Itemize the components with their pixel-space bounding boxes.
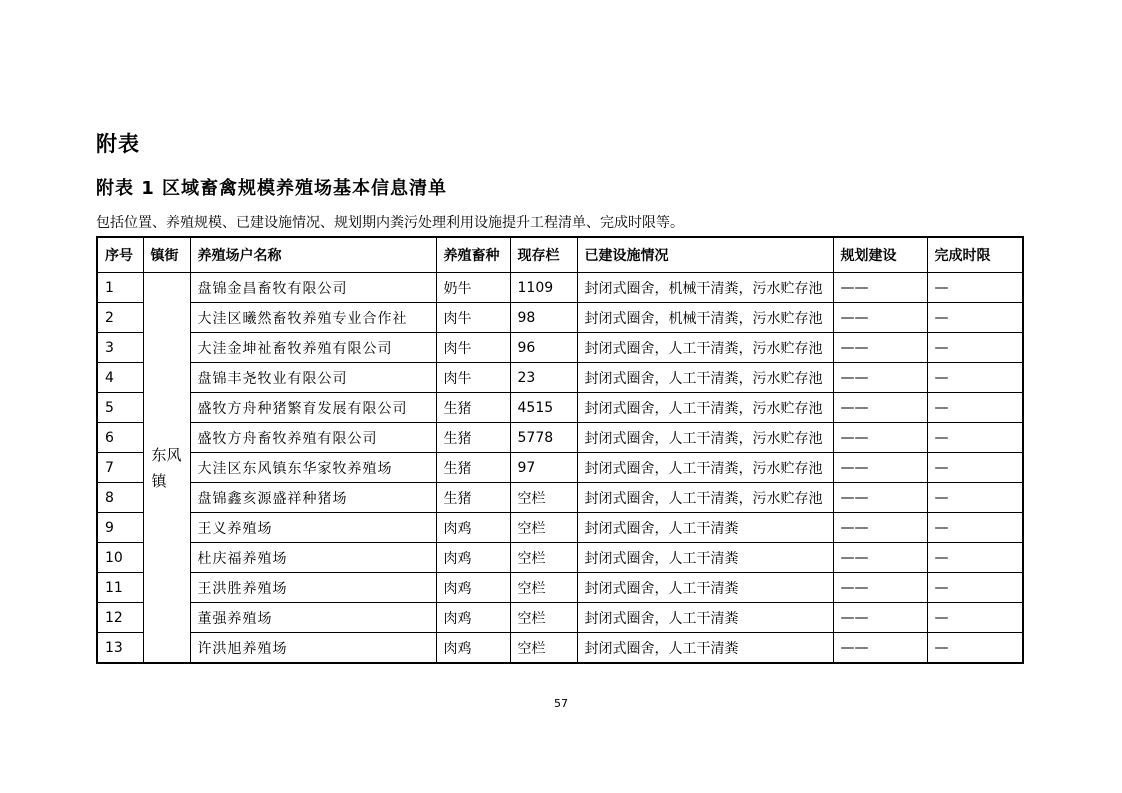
facilities-cell: 封闭式圈舍，人工干清粪，污水贮存池 bbox=[577, 363, 833, 393]
deadline-cell: — bbox=[927, 483, 1023, 513]
facilities-cell: 封闭式圈舍，人工干清粪，污水贮存池 bbox=[577, 453, 833, 483]
species-cell: 肉鸡 bbox=[436, 603, 510, 633]
deadline-cell: — bbox=[927, 543, 1023, 573]
species-cell: 肉牛 bbox=[436, 363, 510, 393]
stock-cell: 1109 bbox=[510, 273, 577, 303]
facilities-cell: 封闭式圈舍，人工干清粪 bbox=[577, 633, 833, 664]
table-row bbox=[97, 393, 1023, 423]
planned-cell: —— bbox=[833, 423, 927, 453]
table-row bbox=[97, 423, 1023, 453]
species-cell: 生猪 bbox=[436, 423, 510, 453]
column-header: 完成时限 bbox=[927, 237, 1023, 273]
facilities-cell: 封闭式圈舍，机械干清粪，污水贮存池 bbox=[577, 303, 833, 333]
species-cell: 生猪 bbox=[436, 483, 510, 513]
facilities-cell: 封闭式圈舍，人工干清粪 bbox=[577, 513, 833, 543]
stock-cell: 空栏 bbox=[510, 573, 577, 603]
deadline-cell: — bbox=[927, 423, 1023, 453]
table-row bbox=[97, 633, 1023, 664]
deadline-cell: — bbox=[927, 603, 1023, 633]
farm-name-cell: 盘锦鑫亥源盛祥种猪场 bbox=[190, 483, 436, 513]
seq-cell: 1 bbox=[97, 273, 143, 303]
seq-cell: 6 bbox=[97, 423, 143, 453]
column-header: 养殖场户名称 bbox=[190, 237, 436, 273]
species-cell: 生猪 bbox=[436, 393, 510, 423]
seq-cell: 8 bbox=[97, 483, 143, 513]
planned-cell: —— bbox=[833, 453, 927, 483]
town-cell bbox=[143, 273, 190, 664]
facilities-cell: 封闭式圈舍，机械干清粪，污水贮存池 bbox=[577, 273, 833, 303]
table-header-row bbox=[97, 237, 1023, 273]
table-row bbox=[97, 363, 1023, 393]
column-header: 养殖畜种 bbox=[436, 237, 510, 273]
facilities-cell: 封闭式圈舍，人工干清粪，污水贮存池 bbox=[577, 483, 833, 513]
seq-cell: 13 bbox=[97, 633, 143, 664]
farm-name-cell: 盛牧方舟畜牧养殖有限公司 bbox=[190, 423, 436, 453]
planned-cell: —— bbox=[833, 513, 927, 543]
planned-cell: —— bbox=[833, 603, 927, 633]
stock-cell: 96 bbox=[510, 333, 577, 363]
farm-name-cell: 大洼金坤祉畜牧养殖有限公司 bbox=[190, 333, 436, 363]
farm-name-cell: 盘锦丰尧牧业有限公司 bbox=[190, 363, 436, 393]
species-cell: 肉鸡 bbox=[436, 573, 510, 603]
deadline-cell: — bbox=[927, 633, 1023, 664]
table-row bbox=[97, 303, 1023, 333]
planned-cell: —— bbox=[833, 273, 927, 303]
farm-name-cell: 董强养殖场 bbox=[190, 603, 436, 633]
farm-name-cell: 王义养殖场 bbox=[190, 513, 436, 543]
seq-cell: 7 bbox=[97, 453, 143, 483]
farm-name-cell: 大洼区曦然畜牧养殖专业合作社 bbox=[190, 303, 436, 333]
species-cell: 奶牛 bbox=[436, 273, 510, 303]
species-cell: 生猪 bbox=[436, 453, 510, 483]
facilities-cell: 封闭式圈舍，人工干清粪，污水贮存池 bbox=[577, 423, 833, 453]
deadline-cell: — bbox=[927, 393, 1023, 423]
deadline-cell: — bbox=[927, 333, 1023, 363]
planned-cell: —— bbox=[833, 363, 927, 393]
deadline-cell: — bbox=[927, 513, 1023, 543]
table-row bbox=[97, 513, 1023, 543]
facilities-cell: 封闭式圈舍，人工干清粪，污水贮存池 bbox=[577, 393, 833, 423]
farm-name-cell: 大洼区东风镇东华家牧养殖场 bbox=[190, 453, 436, 483]
stock-cell: 空栏 bbox=[510, 603, 577, 633]
seq-cell: 2 bbox=[97, 303, 143, 333]
deadline-cell: — bbox=[927, 573, 1023, 603]
facilities-cell: 封闭式圈舍，人工干清粪 bbox=[577, 603, 833, 633]
deadline-cell: — bbox=[927, 363, 1023, 393]
page-number: 57 bbox=[554, 697, 568, 710]
table-row bbox=[97, 273, 1023, 303]
table-row bbox=[97, 603, 1023, 633]
stock-cell: 空栏 bbox=[510, 633, 577, 664]
stock-cell: 空栏 bbox=[510, 483, 577, 513]
planned-cell: —— bbox=[833, 543, 927, 573]
seq-cell: 5 bbox=[97, 393, 143, 423]
seq-cell: 12 bbox=[97, 603, 143, 633]
town-label: 东风镇 bbox=[151, 445, 182, 490]
intro-text: 包括位置、养殖规模、已建设施情况、规划期内粪污处理利用设施提升工程清单、完成时限等。 bbox=[96, 215, 684, 231]
column-header: 规划建设 bbox=[833, 237, 927, 273]
farm-name-cell: 许洪旭养殖场 bbox=[190, 633, 436, 664]
farm-name-cell: 盘锦金昌畜牧有限公司 bbox=[190, 273, 436, 303]
table-row bbox=[97, 453, 1023, 483]
farm-info-table bbox=[96, 236, 1024, 664]
table-row bbox=[97, 543, 1023, 573]
table-title: 附表 1 区域畜禽规模养殖场基本信息清单 bbox=[96, 178, 448, 199]
seq-cell: 10 bbox=[97, 543, 143, 573]
facilities-cell: 封闭式圈舍，人工干清粪 bbox=[577, 573, 833, 603]
deadline-cell: — bbox=[927, 303, 1023, 333]
planned-cell: —— bbox=[833, 333, 927, 363]
planned-cell: —— bbox=[833, 573, 927, 603]
seq-cell: 11 bbox=[97, 573, 143, 603]
planned-cell: —— bbox=[833, 633, 927, 664]
column-header: 序号 bbox=[97, 237, 143, 273]
species-cell: 肉鸡 bbox=[436, 633, 510, 664]
farm-name-cell: 盛牧方舟种猪繁育发展有限公司 bbox=[190, 393, 436, 423]
farm-name-cell: 王洪胜养殖场 bbox=[190, 573, 436, 603]
facilities-cell: 封闭式圈舍，人工干清粪 bbox=[577, 543, 833, 573]
column-header: 已建设施情况 bbox=[577, 237, 833, 273]
stock-cell: 4515 bbox=[510, 393, 577, 423]
deadline-cell: — bbox=[927, 273, 1023, 303]
deadline-cell: — bbox=[927, 453, 1023, 483]
stock-cell: 98 bbox=[510, 303, 577, 333]
stock-cell: 97 bbox=[510, 453, 577, 483]
stock-cell: 空栏 bbox=[510, 513, 577, 543]
species-cell: 肉鸡 bbox=[436, 513, 510, 543]
seq-cell: 9 bbox=[97, 513, 143, 543]
stock-cell: 23 bbox=[510, 363, 577, 393]
table-row bbox=[97, 483, 1023, 513]
species-cell: 肉鸡 bbox=[436, 543, 510, 573]
facilities-cell: 封闭式圈舍，人工干清粪，污水贮存池 bbox=[577, 333, 833, 363]
planned-cell: —— bbox=[833, 303, 927, 333]
column-header: 镇街 bbox=[143, 237, 190, 273]
stock-cell: 空栏 bbox=[510, 543, 577, 573]
planned-cell: —— bbox=[833, 483, 927, 513]
table-row bbox=[97, 573, 1023, 603]
planned-cell: —— bbox=[833, 393, 927, 423]
seq-cell: 3 bbox=[97, 333, 143, 363]
column-header: 现存栏 bbox=[510, 237, 577, 273]
stock-cell: 5778 bbox=[510, 423, 577, 453]
species-cell: 肉牛 bbox=[436, 333, 510, 363]
seq-cell: 4 bbox=[97, 363, 143, 393]
table-row bbox=[97, 333, 1023, 363]
table-body bbox=[97, 273, 1023, 664]
farm-name-cell: 杜庆福养殖场 bbox=[190, 543, 436, 573]
species-cell: 肉牛 bbox=[436, 303, 510, 333]
page-title: 附表 bbox=[96, 132, 140, 156]
